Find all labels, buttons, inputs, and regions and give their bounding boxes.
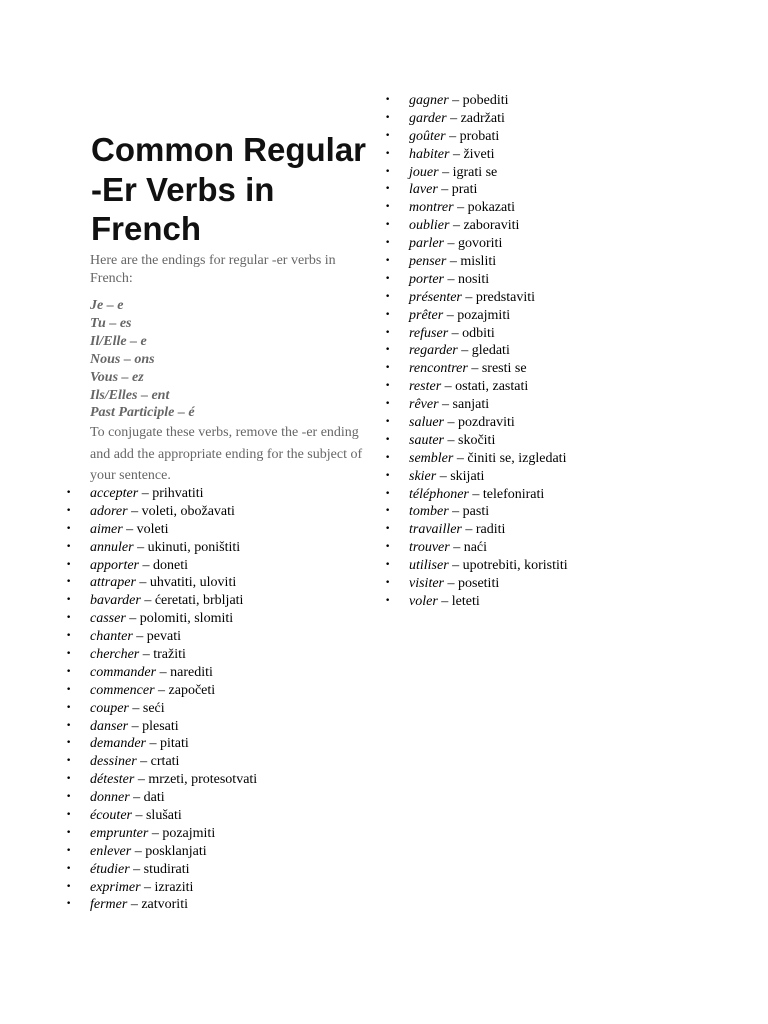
- translation: igrati se: [452, 164, 498, 180]
- page-title: Common Regular -Er Verbs in French: [91, 131, 367, 247]
- french-verb: sauter: [409, 432, 444, 448]
- translation: predstaviti: [475, 289, 535, 305]
- verb-list-item: [385, 235, 568, 253]
- conjugation-ending: Past Participle – é: [90, 405, 195, 421]
- translation: studirati: [143, 861, 190, 877]
- bullet-icon: •: [385, 166, 391, 177]
- bullet-icon: •: [385, 291, 391, 302]
- dash-separator: –: [449, 146, 464, 162]
- verb-list-item: [385, 432, 568, 450]
- bullet-icon: •: [66, 863, 72, 874]
- verb-list-item: [385, 271, 568, 289]
- bullet-icon: •: [66, 649, 72, 660]
- translation: odbiti: [462, 325, 495, 341]
- verb-list-item: [66, 503, 257, 521]
- french-verb: saluer: [409, 415, 444, 431]
- french-verb: refuser: [409, 325, 449, 341]
- french-verb: laver: [409, 182, 438, 198]
- french-verb: enlever: [90, 843, 132, 859]
- dash-separator: –: [136, 754, 151, 770]
- bullet-icon: •: [385, 184, 391, 195]
- french-verb: goûter: [409, 128, 446, 144]
- bullet-icon: •: [385, 327, 391, 338]
- dash-separator: –: [138, 486, 153, 501]
- conjugation-endings-list: [90, 297, 195, 422]
- french-verb: téléphoner: [409, 486, 469, 502]
- translation: uhvatiti, uloviti: [149, 575, 237, 591]
- translation: izraziti: [154, 879, 194, 895]
- bullet-icon: •: [385, 488, 391, 499]
- dash-separator: –: [467, 361, 482, 377]
- french-verb: voler: [409, 593, 438, 609]
- bullet-icon: •: [385, 470, 391, 481]
- translation: skočiti: [458, 432, 496, 448]
- french-verb: danser: [90, 718, 129, 734]
- bullet-icon: •: [66, 720, 72, 731]
- dash-separator: –: [139, 647, 154, 663]
- bullet-icon: •: [385, 95, 391, 105]
- conjugation-ending: Je – e: [90, 298, 124, 313]
- dash-separator: –: [139, 557, 153, 573]
- verb-list-item: [385, 539, 568, 557]
- translation: naći: [463, 540, 488, 556]
- french-verb: apporter: [90, 557, 139, 573]
- verb-list-left: [66, 485, 257, 914]
- bullet-icon: •: [66, 792, 72, 803]
- dash-separator: –: [128, 718, 143, 734]
- translation: prati: [451, 182, 478, 198]
- verb-list-item: [66, 682, 257, 700]
- translation: mrzeti, protesotvati: [148, 772, 258, 788]
- dash-separator: –: [449, 218, 464, 234]
- french-verb: parler: [409, 236, 444, 252]
- verb-list-item: [66, 521, 257, 539]
- translation: dati: [143, 790, 165, 806]
- translation: ukinuti, poništiti: [147, 539, 241, 555]
- dash-separator: –: [148, 825, 163, 841]
- translation: ostati, zastati: [455, 379, 529, 395]
- dash-separator: –: [128, 700, 143, 716]
- dash-separator: –: [437, 182, 452, 198]
- bullet-icon: •: [66, 577, 72, 588]
- verb-list-item: [385, 146, 568, 164]
- translation: ćeretati, brbljati: [154, 593, 244, 609]
- dash-separator: –: [438, 164, 453, 180]
- translation: pozajmiti: [457, 307, 511, 323]
- dash-separator: –: [468, 486, 483, 502]
- bullet-icon: •: [385, 148, 391, 159]
- french-verb: prêter: [409, 307, 444, 323]
- dash-separator: –: [129, 790, 144, 806]
- bullet-icon: •: [385, 524, 391, 535]
- french-verb: donner: [90, 790, 130, 806]
- dash-separator: –: [453, 200, 468, 216]
- dash-separator: –: [444, 271, 458, 287]
- verb-list-item: [66, 574, 257, 592]
- dash-separator: –: [133, 539, 148, 555]
- conjugation-ending: Ils/Elles – ent: [90, 387, 170, 403]
- bullet-icon: •: [66, 899, 72, 910]
- dash-separator: –: [443, 307, 458, 323]
- translation: zaboraviti: [463, 218, 520, 234]
- verb-list-item: [385, 199, 568, 217]
- verb-list-right: [385, 92, 568, 611]
- dash-separator: –: [438, 397, 453, 413]
- bullet-icon: •: [66, 505, 72, 516]
- verb-list-item: [66, 789, 257, 807]
- french-verb: bavarder: [90, 593, 141, 609]
- verb-list-item: [385, 593, 568, 611]
- bullet-icon: •: [66, 613, 72, 624]
- french-verb: habiter: [409, 146, 450, 162]
- verb-list-item: [66, 753, 257, 771]
- verb-list-item: [385, 575, 568, 593]
- dash-separator: –: [444, 236, 458, 252]
- bullet-icon: •: [385, 560, 391, 571]
- french-verb: tomber: [409, 504, 449, 520]
- french-verb: accepter: [90, 486, 139, 501]
- translation: plesati: [142, 718, 179, 734]
- translation: činiti se, izgledati: [467, 450, 567, 466]
- translation: posetiti: [458, 576, 500, 592]
- french-verb: visiter: [409, 576, 444, 592]
- verb-list-item: [385, 164, 568, 182]
- french-verb: jouer: [409, 164, 439, 180]
- bullet-icon: •: [66, 756, 72, 767]
- verb-list-item: [66, 485, 257, 503]
- bullet-icon: •: [385, 256, 391, 267]
- french-verb: regarder: [409, 343, 458, 359]
- french-verb: commencer: [90, 682, 155, 698]
- translation: nositi: [458, 271, 490, 287]
- bullet-icon: •: [66, 631, 72, 642]
- verb-list-item: [385, 521, 568, 539]
- dash-separator: –: [127, 503, 142, 519]
- bullet-icon: •: [66, 666, 72, 677]
- verb-list-item: [66, 825, 257, 843]
- verb-list-item: [385, 307, 568, 325]
- dash-separator: –: [134, 772, 149, 788]
- conjugation-ending: Tu – es: [90, 315, 132, 331]
- french-verb: présenter: [409, 289, 462, 305]
- bullet-icon: •: [66, 488, 72, 498]
- verb-list-item: [66, 539, 257, 557]
- french-verb: rester: [409, 379, 442, 395]
- french-verb: sembler: [409, 450, 454, 466]
- dash-separator: –: [448, 325, 463, 341]
- dash-separator: –: [129, 861, 144, 877]
- french-verb: travailler: [409, 522, 462, 538]
- bullet-icon: •: [385, 434, 391, 445]
- dash-separator: –: [461, 522, 476, 538]
- bullet-icon: •: [385, 417, 391, 428]
- verb-list-item: [66, 807, 257, 825]
- french-verb: rêver: [409, 397, 439, 413]
- instructions-text: To conjugate these verbs, remove the -er ending and add the appropriate ending for the subject of your sentence.: [90, 425, 363, 483]
- translation: upotrebiti, koristiti: [462, 558, 568, 574]
- bullet-icon: •: [66, 738, 72, 749]
- verb-list-item: [66, 861, 257, 879]
- french-verb: couper: [90, 700, 129, 716]
- dash-separator: –: [441, 379, 456, 395]
- dash-separator: –: [125, 611, 140, 627]
- verb-list-item: [385, 289, 568, 307]
- french-verb: adorer: [90, 503, 128, 519]
- dash-separator: –: [436, 468, 451, 484]
- translation: pozajmiti: [162, 825, 216, 841]
- translation: skijati: [450, 468, 485, 484]
- dash-separator: –: [127, 897, 142, 913]
- translation: misliti: [460, 254, 497, 270]
- verb-list-item: [385, 503, 568, 521]
- french-verb: penser: [409, 254, 447, 270]
- verb-list-item: [385, 557, 568, 575]
- verb-list-item: [385, 110, 568, 128]
- translation: sresti se: [481, 361, 527, 377]
- translation: tražiti: [153, 647, 186, 663]
- conjugation-ending: Vous – ez: [90, 369, 144, 385]
- french-verb: attraper: [90, 575, 136, 591]
- translation: narediti: [170, 664, 213, 680]
- translation: crtati: [150, 754, 180, 770]
- translation: leteti: [451, 593, 480, 609]
- bullet-icon: •: [66, 684, 72, 695]
- verb-list-item: [66, 843, 257, 861]
- conjugation-ending: Nous – ons: [90, 351, 155, 367]
- verb-list-item: [66, 592, 257, 610]
- bullet-icon: •: [385, 273, 391, 284]
- verb-list-item: [66, 896, 257, 914]
- dash-separator: –: [461, 289, 476, 305]
- verb-list-item: [385, 414, 568, 432]
- dash-separator: –: [444, 432, 458, 448]
- bullet-icon: •: [385, 399, 391, 410]
- translation: voleti, obožavati: [141, 503, 235, 519]
- bullet-icon: •: [385, 363, 391, 374]
- verb-list-item: [66, 771, 257, 789]
- verb-list-item: [385, 128, 568, 146]
- bullet-icon: •: [66, 810, 72, 821]
- verb-list-item: [385, 217, 568, 235]
- translation: pokazati: [467, 200, 516, 216]
- translation: doneti: [153, 557, 188, 573]
- dash-separator: –: [448, 558, 463, 574]
- dash-separator: –: [445, 128, 460, 144]
- bullet-icon: •: [66, 541, 72, 552]
- conjugation-ending: Il/Elle – e: [90, 333, 147, 349]
- bullet-icon: •: [66, 559, 72, 570]
- translation: sanjati: [452, 397, 490, 413]
- french-verb: chanter: [90, 629, 133, 645]
- bullet-icon: •: [385, 220, 391, 231]
- verb-list-item: [66, 735, 257, 753]
- verb-list-item: [66, 646, 257, 664]
- verb-list-item: [385, 396, 568, 414]
- verb-list-item: [385, 253, 568, 271]
- translation: pasti: [462, 504, 490, 520]
- verb-list-item: [385, 92, 568, 110]
- french-verb: casser: [90, 611, 126, 627]
- dash-separator: –: [444, 576, 458, 592]
- translation: prihvatiti: [152, 486, 204, 501]
- bullet-icon: •: [385, 202, 391, 213]
- dash-separator: –: [132, 629, 147, 645]
- french-verb: dessiner: [90, 754, 137, 770]
- verb-list-item: [66, 879, 257, 897]
- translation: voleti: [136, 521, 169, 537]
- french-verb: trouver: [409, 540, 450, 556]
- verb-list-item: [385, 468, 568, 486]
- translation: živeti: [463, 146, 495, 162]
- bullet-icon: •: [66, 827, 72, 838]
- translation: započeti: [168, 682, 216, 698]
- translation: raditi: [475, 522, 506, 538]
- dash-separator: –: [122, 521, 137, 537]
- verb-list-item: [66, 718, 257, 736]
- french-verb: rencontrer: [409, 361, 468, 377]
- dash-separator: –: [446, 110, 461, 126]
- french-verb: utiliser: [409, 558, 449, 574]
- dash-separator: –: [449, 540, 464, 556]
- translation: slušati: [145, 808, 182, 824]
- intro-text: Here are the endings for regular -er verbs in French:: [90, 253, 336, 286]
- dash-separator: –: [135, 575, 150, 591]
- verb-list-item: [66, 700, 257, 718]
- bullet-icon: •: [385, 595, 391, 606]
- verb-list-item: [385, 181, 568, 199]
- translation: govoriti: [458, 236, 503, 252]
- french-verb: skier: [409, 468, 437, 484]
- translation: telefonirati: [482, 486, 545, 502]
- dash-separator: –: [154, 682, 169, 698]
- bullet-icon: •: [66, 523, 72, 534]
- dash-separator: –: [448, 504, 463, 520]
- translation: seći: [142, 700, 165, 716]
- french-verb: porter: [409, 271, 444, 287]
- dash-separator: –: [146, 736, 160, 752]
- french-verb: fermer: [90, 897, 128, 913]
- french-verb: écouter: [90, 808, 132, 824]
- translation: zatvoriti: [141, 897, 188, 913]
- bullet-icon: •: [385, 452, 391, 463]
- dash-separator: –: [140, 879, 155, 895]
- verb-list-item: [385, 486, 568, 504]
- dash-separator: –: [444, 415, 458, 431]
- french-verb: montrer: [409, 200, 454, 216]
- dash-separator: –: [446, 254, 461, 270]
- french-verb: détester: [90, 772, 135, 788]
- bullet-icon: •: [385, 381, 391, 392]
- bullet-icon: •: [385, 112, 391, 123]
- dash-separator: –: [457, 343, 472, 359]
- bullet-icon: •: [385, 238, 391, 249]
- verb-list-item: [385, 342, 568, 360]
- verb-list-item: [66, 557, 257, 575]
- dash-separator: –: [140, 593, 155, 609]
- french-verb: demander: [90, 736, 146, 752]
- verb-list-item: [385, 325, 568, 343]
- dash-separator: –: [448, 93, 463, 108]
- translation: polomiti, slomiti: [139, 611, 234, 627]
- bullet-icon: •: [66, 845, 72, 856]
- french-verb: commander: [90, 664, 157, 680]
- translation: zadržati: [460, 110, 505, 126]
- french-verb: oublier: [409, 218, 450, 234]
- french-verb: chercher: [90, 647, 140, 663]
- french-verb: gagner: [409, 93, 449, 108]
- translation: probati: [459, 128, 500, 144]
- bullet-icon: •: [66, 774, 72, 785]
- bullet-icon: •: [66, 595, 72, 606]
- verb-list-item: [66, 628, 257, 646]
- verb-list-item: [385, 360, 568, 378]
- verb-list-item: [385, 378, 568, 396]
- french-verb: étudier: [90, 861, 130, 877]
- bullet-icon: •: [66, 881, 72, 892]
- bullet-icon: •: [385, 542, 391, 553]
- verb-list-item: [385, 450, 568, 468]
- dash-separator: –: [453, 450, 468, 466]
- bullet-icon: •: [385, 130, 391, 141]
- french-verb: annuler: [90, 539, 134, 555]
- translation: pobediti: [462, 93, 509, 108]
- french-verb: aimer: [90, 521, 123, 537]
- french-verb: garder: [409, 110, 447, 126]
- french-verb: exprimer: [90, 879, 141, 895]
- translation: pevati: [146, 629, 181, 645]
- dash-separator: –: [131, 843, 146, 859]
- french-verb: emprunter: [90, 825, 149, 841]
- bullet-icon: •: [385, 309, 391, 320]
- dash-separator: –: [131, 808, 146, 824]
- translation: pitati: [160, 736, 189, 752]
- bullet-icon: •: [66, 702, 72, 713]
- verb-list-item: [66, 664, 257, 682]
- verb-list-item: [66, 610, 257, 628]
- translation: posklanjati: [145, 843, 207, 859]
- dash-separator: –: [437, 593, 452, 609]
- bullet-icon: •: [385, 578, 391, 589]
- translation: pozdraviti: [458, 415, 515, 431]
- bullet-icon: •: [385, 506, 391, 517]
- translation: gledati: [471, 343, 510, 359]
- dash-separator: –: [156, 664, 171, 680]
- bullet-icon: •: [385, 345, 391, 356]
